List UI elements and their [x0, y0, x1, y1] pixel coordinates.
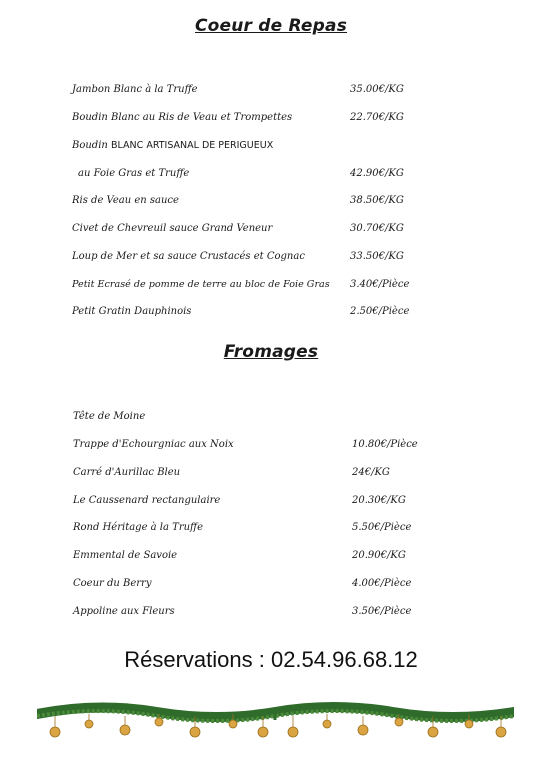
- item-price: 20.30€/KG: [352, 495, 406, 506]
- item-name: Ris de Veau en sauce: [72, 195, 179, 206]
- menu-item: [73, 520, 493, 536]
- item-price: 10.80€/Pièce: [352, 439, 418, 450]
- item-price: 2.50€/Pièce: [350, 306, 410, 317]
- menu-item: [73, 493, 493, 509]
- item-price: 35.00€/KG: [350, 84, 404, 95]
- item-price: 5.50€/Pièce: [352, 522, 412, 533]
- item-name: au Foie Gras et Truffe: [78, 168, 190, 179]
- menu-item: [73, 548, 493, 564]
- menu-item: [72, 82, 492, 98]
- menu-item: [73, 437, 493, 453]
- item-name: Tête de Moine: [73, 411, 146, 422]
- item-price: 33.50€/KG: [350, 251, 404, 262]
- item-name: Rond Héritage à la Truffe: [73, 522, 204, 533]
- garland-branches: [37, 707, 514, 721]
- menu-item: [72, 221, 492, 237]
- item-price: 4.00€/Pièce: [352, 578, 412, 589]
- item-price: 24€/KG: [352, 467, 390, 478]
- reservation-phone: Réservations : 02.54.96.68.12: [124, 647, 418, 672]
- item-name: Petit Gratin Dauphinois: [72, 306, 192, 317]
- item-name: Appoline aux Fleurs: [73, 606, 175, 617]
- item-price: 42.90€/KG: [350, 168, 404, 179]
- item-name: Civet de Chevreuil sauce Grand Veneur: [72, 223, 273, 234]
- item-name: Coeur du Berry: [73, 578, 152, 589]
- item-name-caps: BLANC ARTISANAL DE PERIGUEUX: [111, 140, 274, 151]
- menu-item: [72, 249, 492, 265]
- item-name-start: Boudin: [72, 140, 112, 151]
- menu-item: [73, 604, 493, 620]
- item-name: [72, 138, 273, 154]
- christmas-garland-decoration: [37, 700, 514, 748]
- item-name: Le Caussenard rectangulaire: [73, 495, 221, 506]
- menu-item: [72, 277, 492, 293]
- item-name: Trappe d'Echourgniac aux Noix: [73, 439, 234, 450]
- item-price: 3.40€/Pièce: [350, 279, 410, 290]
- item-name: Carré d'Aurillac Bleu: [73, 467, 181, 478]
- menu-item: [72, 304, 492, 320]
- item-name: Emmental de Savoie: [73, 550, 178, 561]
- item-price: 30.70€/KG: [350, 223, 404, 234]
- item-name: Jambon Blanc à la Truffe: [72, 84, 198, 95]
- item-name: Petit Ecrasé de pomme de terre au bloc de Foie Gras: [72, 279, 330, 290]
- menu-item: [73, 465, 493, 481]
- item-price: 20.90€/KG: [352, 550, 406, 561]
- menu-item: [72, 110, 492, 126]
- menu-item: [73, 576, 493, 592]
- item-name: Loup de Mer et sa sauce Crustacés et Cognac: [72, 251, 305, 262]
- item-price: 3.50€/Pièce: [352, 606, 412, 617]
- section-title-coeur-de-repas: Coeur de Repas: [194, 16, 348, 36]
- item-price: 38.50€/KG: [350, 195, 404, 206]
- section-title-fromages: Fromages: [223, 342, 319, 362]
- menu-item: [73, 409, 493, 425]
- item-price: 22.70€/KG: [350, 112, 404, 123]
- menu-item: [72, 138, 492, 154]
- menu-item: [72, 193, 492, 209]
- menu-item: [72, 166, 492, 182]
- item-name: Boudin Blanc au Ris de Veau et Trompettes: [72, 112, 293, 123]
